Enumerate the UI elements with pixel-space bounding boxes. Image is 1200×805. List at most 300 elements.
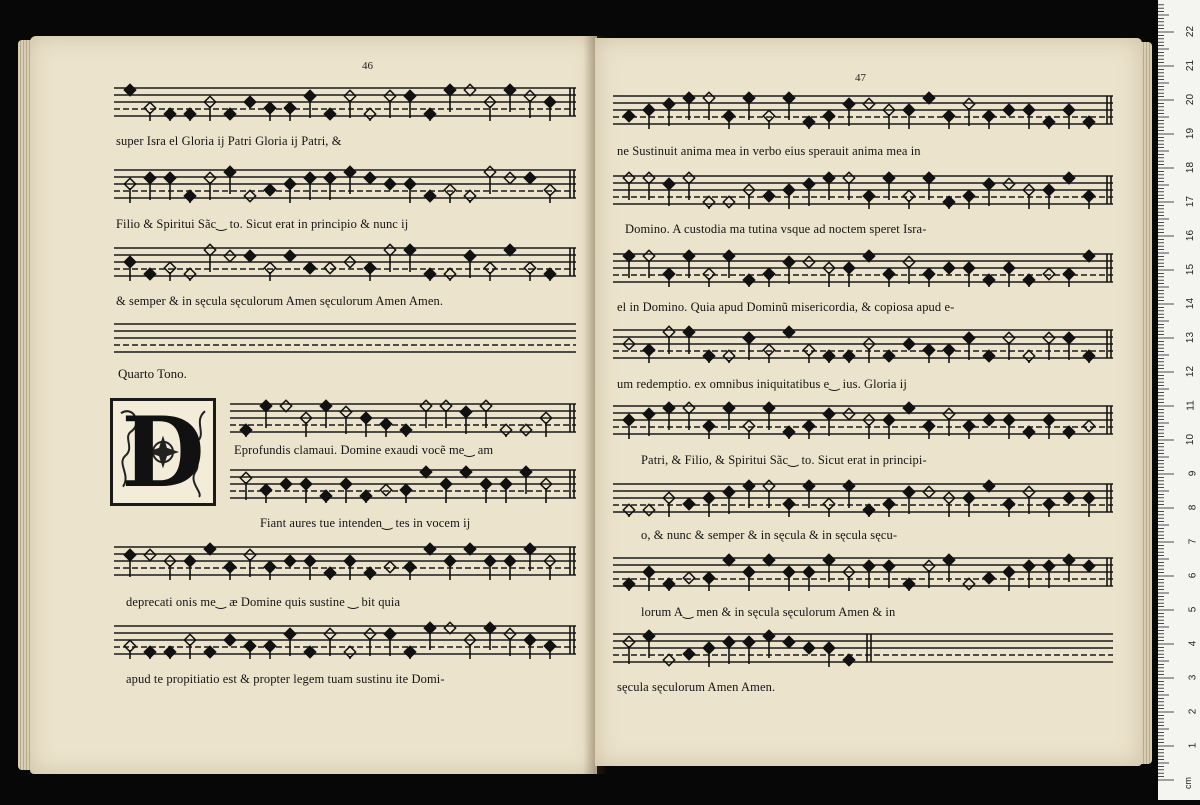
note-glyph <box>260 484 271 503</box>
note-glyph <box>264 102 275 121</box>
lyric-line: el in Domino. Quia apud Dominũ misericordia, & copiosa apud e- <box>617 300 955 314</box>
note-glyph <box>404 244 415 272</box>
note-glyph <box>284 102 295 121</box>
note-glyph <box>943 262 954 273</box>
note-glyph <box>524 262 535 281</box>
note-glyph <box>184 190 195 203</box>
ruler-number: 11 <box>1185 400 1197 411</box>
note-glyph <box>703 350 714 363</box>
note-glyph <box>643 630 654 658</box>
note-glyph <box>1063 172 1074 183</box>
note-glyph <box>1083 250 1094 261</box>
note-glyph <box>943 554 954 582</box>
note-glyph <box>444 184 455 203</box>
ruler-number: 18 <box>1184 161 1196 174</box>
note-glyph <box>683 250 694 278</box>
staff-lines <box>114 620 576 660</box>
note-glyph <box>384 628 395 656</box>
note-glyph <box>903 402 914 413</box>
note-glyph <box>324 108 335 119</box>
note-glyph <box>683 92 694 120</box>
note-glyph <box>1063 554 1074 582</box>
note-glyph <box>683 572 694 583</box>
note-glyph <box>304 90 315 118</box>
decorated-initial <box>110 395 216 509</box>
note-glyph <box>1003 104 1014 115</box>
music-staff <box>613 478 1113 518</box>
note-glyph <box>344 646 355 659</box>
note-glyph <box>484 622 495 650</box>
note-glyph <box>144 646 155 659</box>
note-glyph <box>264 640 275 659</box>
note-glyph <box>863 504 874 517</box>
note-glyph <box>1043 560 1054 588</box>
note-glyph <box>244 250 255 261</box>
note-glyph <box>444 622 455 633</box>
note-glyph <box>280 478 291 489</box>
note-glyph <box>344 166 355 194</box>
note-glyph <box>1003 178 1014 189</box>
note-glyph <box>943 196 954 209</box>
note-glyph <box>883 498 894 517</box>
ruler-number: 10 <box>1184 433 1196 446</box>
note-glyph <box>983 178 994 206</box>
note-glyph <box>504 244 515 255</box>
note-glyph <box>883 268 894 287</box>
note-glyph <box>464 190 475 203</box>
note-glyph <box>244 190 255 201</box>
note-glyph <box>983 480 994 491</box>
note-glyph <box>424 190 435 201</box>
note-glyph <box>963 190 974 209</box>
note-glyph <box>703 196 714 209</box>
note-glyph <box>324 172 335 200</box>
note-glyph <box>763 190 774 201</box>
lyric-line: super Isra el Gloria ij Patri Gloria ij Patri, & <box>116 134 342 148</box>
note-glyph <box>364 172 375 183</box>
ruler-number: 22 <box>1184 25 1196 38</box>
note-glyph <box>623 250 634 278</box>
music-staff <box>613 90 1113 130</box>
note-glyph <box>843 654 854 665</box>
note-glyph <box>823 498 834 517</box>
ruler-number: 4 <box>1187 640 1199 647</box>
note-glyph <box>963 578 974 589</box>
ruler-number: 2 <box>1187 708 1199 715</box>
music-staff <box>613 552 1113 592</box>
lyric-line: Domino. A custodia ma tutina vsque ad noctem speret Isra- <box>625 222 927 236</box>
note-glyph <box>224 166 235 194</box>
note-glyph <box>723 196 734 207</box>
note-glyph <box>284 555 295 566</box>
note-glyph <box>763 344 774 363</box>
note-glyph <box>164 108 175 121</box>
lyric-line: um redemptio. ex omnibus iniquitatibus e‿ ius. Gloria ij <box>617 377 907 391</box>
note-glyph <box>144 549 155 560</box>
note-glyph <box>224 250 235 261</box>
note-glyph <box>663 402 674 430</box>
note-glyph <box>144 102 155 121</box>
note-glyph <box>260 400 271 428</box>
ruler-number: 21 <box>1184 59 1196 72</box>
note-glyph <box>683 648 694 659</box>
note-glyph <box>743 636 754 664</box>
note-glyph <box>803 642 814 653</box>
note-glyph <box>903 190 914 209</box>
note-glyph <box>1023 350 1034 363</box>
lyric-line: Patri, & Filio, & Spiritui Sãc‿ to. Sicut erat in principi- <box>641 453 927 467</box>
note-glyph <box>963 332 974 360</box>
note-glyph <box>264 561 275 580</box>
note-glyph <box>863 560 874 588</box>
note-glyph <box>863 98 874 109</box>
note-glyph <box>444 555 455 580</box>
staff-lines <box>114 318 576 358</box>
lyric-line: Fiant aures tue intenden‿ tes in vocem ij <box>260 516 471 530</box>
note-glyph <box>164 262 175 281</box>
initial-letter: D <box>121 395 205 509</box>
ruler-number: 5 <box>1187 606 1199 613</box>
ruler-number: 20 <box>1184 93 1196 106</box>
note-glyph <box>903 578 914 591</box>
note-glyph <box>420 466 431 477</box>
lyric-line: Filio & Spiritui Sãc‿ to. Sicut erat in principio & nunc ij <box>116 217 409 231</box>
note-glyph <box>703 572 714 591</box>
note-glyph <box>524 172 535 183</box>
note-glyph <box>723 486 734 514</box>
note-glyph <box>723 250 734 278</box>
note-glyph <box>643 408 654 436</box>
note-glyph <box>923 344 934 363</box>
note-glyph <box>763 110 774 129</box>
note-glyph <box>963 420 974 439</box>
music-staff <box>613 628 1113 668</box>
note-glyph <box>464 250 475 278</box>
note-glyph <box>204 646 215 657</box>
music-staff <box>114 541 576 581</box>
note-glyph <box>144 268 155 279</box>
note-glyph <box>304 646 315 657</box>
note-glyph <box>380 484 391 495</box>
ruler-number: 19 <box>1184 127 1196 140</box>
note-glyph <box>803 480 814 508</box>
note-glyph <box>1023 560 1034 588</box>
note-glyph <box>983 572 994 583</box>
lyric-line: apud te propitiatio est & propter legem tuam sustinu ite Domi- <box>126 672 445 686</box>
note-glyph <box>763 554 774 565</box>
note-glyph <box>943 344 954 363</box>
note-glyph <box>1083 350 1094 363</box>
page-number: 47 <box>855 72 866 84</box>
note-glyph <box>643 504 654 515</box>
note-glyph <box>460 406 471 434</box>
lyric-line: lorum A‿ men & in sęcula sęculorum Amen & in <box>641 605 896 619</box>
staff-lines <box>114 164 576 204</box>
note-glyph <box>803 116 814 129</box>
ruler-number: 17 <box>1184 195 1196 208</box>
note-glyph <box>184 268 195 281</box>
note-glyph <box>384 178 395 189</box>
note-glyph <box>520 466 531 494</box>
note-glyph <box>444 268 455 281</box>
note-glyph <box>803 344 814 363</box>
ruler-number: 1 <box>1187 742 1199 749</box>
note-glyph <box>663 268 674 287</box>
note-glyph <box>1063 268 1074 287</box>
note-glyph <box>843 350 854 363</box>
note-glyph <box>803 420 814 439</box>
note-glyph <box>923 486 934 497</box>
ruler-number: 14 <box>1184 297 1196 310</box>
note-glyph <box>903 486 914 514</box>
note-glyph <box>843 480 854 508</box>
note-glyph <box>320 490 331 503</box>
note-glyph <box>224 561 235 580</box>
note-glyph <box>1063 332 1074 360</box>
note-glyph <box>320 400 331 428</box>
note-glyph <box>823 350 834 363</box>
note-glyph <box>304 172 315 200</box>
staff-lines <box>613 478 1113 518</box>
note-glyph <box>783 636 794 647</box>
note-glyph <box>703 420 714 439</box>
note-glyph <box>284 250 295 261</box>
note-glyph <box>783 92 794 120</box>
music-staff <box>114 82 576 122</box>
lyric-line: o, & nunc & semper & in sęcula & in sęcula sęcu- <box>641 528 898 542</box>
lyric-line: sęcula sęculorum Amen Amen. <box>617 680 776 694</box>
note-glyph <box>663 654 674 665</box>
note-glyph <box>983 274 994 287</box>
staff-lines <box>613 552 1113 592</box>
ruler-number: 9 <box>1187 470 1199 477</box>
note-glyph <box>943 110 954 129</box>
note-glyph <box>923 268 934 287</box>
note-glyph <box>723 554 734 565</box>
note-glyph <box>244 96 255 107</box>
staff-lines <box>230 464 576 504</box>
note-glyph <box>803 178 814 206</box>
note-glyph <box>324 262 335 273</box>
page-number: 46 <box>362 60 373 72</box>
note-glyph <box>484 262 495 281</box>
staff-lines <box>613 170 1113 210</box>
note-glyph <box>444 84 455 112</box>
note-glyph <box>284 628 295 656</box>
note-glyph <box>743 480 754 508</box>
note-glyph <box>424 108 435 121</box>
note-glyph <box>124 640 135 659</box>
note-glyph <box>404 561 415 580</box>
note-glyph <box>400 424 411 437</box>
note-glyph <box>923 172 934 200</box>
open-book <box>18 30 1153 782</box>
note-glyph <box>723 110 734 129</box>
note-glyph <box>544 268 555 281</box>
note-glyph <box>723 636 734 664</box>
staff-lines <box>230 398 576 438</box>
note-glyph <box>1083 190 1094 209</box>
note-glyph <box>843 98 854 126</box>
music-staff <box>114 620 576 660</box>
note-glyph <box>240 424 251 437</box>
note-glyph <box>544 184 555 203</box>
lyric-line: ne Sustinuit anima mea in verbo eius sperauit anima mea in <box>617 144 921 158</box>
note-glyph <box>883 172 894 200</box>
note-glyph <box>144 172 155 200</box>
ruler-number: 13 <box>1184 331 1196 344</box>
note-glyph <box>384 561 395 572</box>
note-glyph <box>404 646 415 659</box>
note-glyph <box>460 466 471 477</box>
note-glyph <box>164 646 175 659</box>
note-glyph <box>1043 498 1054 517</box>
music-staff <box>230 464 576 504</box>
note-glyph <box>663 178 674 206</box>
note-glyph <box>1043 268 1054 279</box>
ruler-unit-label: cm <box>1183 777 1193 789</box>
note-glyph <box>1023 426 1034 439</box>
staff-lines <box>613 324 1113 364</box>
note-glyph <box>683 498 694 509</box>
note-glyph <box>823 172 834 200</box>
note-glyph <box>364 108 375 121</box>
music-staff <box>613 400 1113 440</box>
note-glyph <box>224 108 235 119</box>
note-glyph <box>1063 426 1074 439</box>
empty-staff <box>114 318 576 358</box>
note-glyph <box>424 622 435 650</box>
note-glyph <box>464 543 475 554</box>
note-glyph <box>943 492 954 517</box>
note-glyph <box>224 634 235 645</box>
note-glyph <box>783 326 794 337</box>
staff-lines <box>613 628 1113 668</box>
ruler-number: 3 <box>1187 674 1199 681</box>
note-glyph <box>504 172 515 183</box>
note-glyph <box>520 424 531 435</box>
note-glyph <box>304 262 315 273</box>
staff-lines <box>114 541 576 581</box>
note-glyph <box>743 332 754 360</box>
note-glyph <box>380 418 391 437</box>
note-glyph <box>404 90 415 118</box>
lyric-line: & semper & in sęcula sęculorum Amen sęculorum Amen Amen. <box>116 294 444 308</box>
note-glyph <box>424 543 435 554</box>
note-glyph <box>364 262 375 281</box>
note-glyph <box>743 420 754 439</box>
music-staff <box>613 170 1113 210</box>
staff-lines <box>114 242 576 282</box>
ruler-number: 6 <box>1187 572 1199 579</box>
note-glyph <box>923 92 934 103</box>
note-glyph <box>643 344 654 363</box>
note-glyph <box>1083 560 1094 571</box>
note-glyph <box>983 350 994 361</box>
note-glyph <box>763 268 774 287</box>
note-glyph <box>663 98 674 126</box>
note-glyph <box>1083 420 1094 431</box>
note-glyph <box>803 256 814 267</box>
note-glyph <box>184 108 195 121</box>
staff-lines <box>114 82 576 122</box>
note-glyph <box>464 84 475 95</box>
note-glyph <box>863 190 874 209</box>
note-glyph <box>783 426 794 439</box>
note-glyph <box>1023 274 1034 287</box>
note-glyph <box>663 578 674 591</box>
note-glyph <box>823 408 834 436</box>
music-staff <box>230 398 576 438</box>
note-glyph <box>364 567 375 580</box>
note-glyph <box>983 110 994 129</box>
note-glyph <box>524 543 535 571</box>
note-glyph <box>923 420 934 439</box>
note-glyph <box>883 350 894 361</box>
note-glyph <box>843 408 854 419</box>
ruler-number: 7 <box>1187 538 1199 545</box>
note-glyph <box>324 567 335 580</box>
note-glyph <box>703 268 714 287</box>
ruler-number: 8 <box>1187 504 1199 511</box>
note-glyph <box>124 549 135 577</box>
ruler-number: 16 <box>1184 229 1196 242</box>
note-glyph <box>783 256 794 284</box>
note-glyph <box>783 498 794 517</box>
note-glyph <box>883 560 894 588</box>
note-glyph <box>1043 116 1054 129</box>
staff-lines <box>613 248 1113 288</box>
note-glyph <box>763 402 774 430</box>
music-staff <box>613 324 1113 364</box>
note-glyph <box>903 338 914 349</box>
music-staff <box>114 164 576 204</box>
note-glyph <box>723 402 734 430</box>
note-glyph <box>360 490 371 503</box>
section-title: Quarto Tono. <box>118 366 187 381</box>
staff-lines <box>613 400 1113 440</box>
note-glyph <box>723 350 734 363</box>
note-glyph <box>264 262 275 281</box>
note-glyph <box>623 578 634 591</box>
note-glyph <box>400 484 411 503</box>
note-glyph <box>204 543 215 554</box>
note-glyph <box>264 184 275 195</box>
lyric-line: deprecati onis me‿ æ Domine quis sustine ‿ bit quia <box>126 595 401 609</box>
right-page <box>595 38 1142 766</box>
note-glyph <box>983 414 994 425</box>
note-glyph <box>1003 498 1014 517</box>
note-glyph <box>124 84 135 95</box>
note-glyph <box>743 274 754 287</box>
note-glyph <box>623 110 634 121</box>
music-staff <box>114 242 576 282</box>
note-glyph <box>683 326 694 354</box>
staff-lines <box>613 90 1113 130</box>
music-staff <box>613 248 1113 288</box>
note-glyph <box>544 640 555 659</box>
note-glyph <box>504 84 515 112</box>
note-glyph <box>863 250 874 261</box>
note-glyph <box>1063 492 1074 503</box>
note-glyph <box>823 110 834 129</box>
note-glyph <box>164 172 175 200</box>
note-glyph <box>823 554 834 582</box>
note-glyph <box>743 92 754 120</box>
note-glyph <box>500 424 511 437</box>
ruler-number: 15 <box>1184 263 1196 276</box>
note-glyph <box>424 268 435 281</box>
